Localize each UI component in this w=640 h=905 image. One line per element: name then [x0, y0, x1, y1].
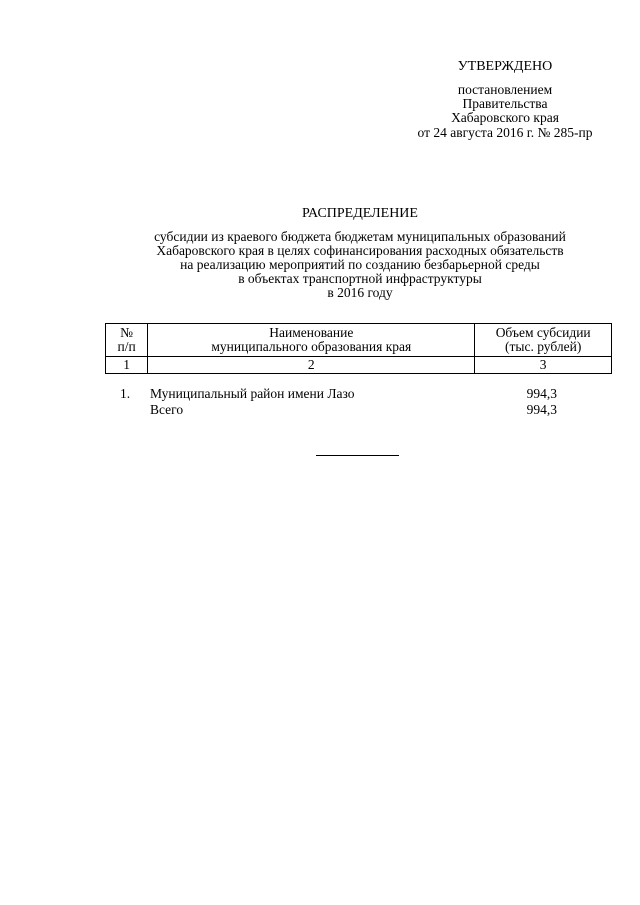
title-line-3: на реализацию мероприятий по созданию безбарьерной среды — [180, 257, 540, 272]
header-number — [106, 324, 148, 357]
table-row — [105, 387, 612, 403]
title-line-4: в объектах транспортной инфраструктуры — [238, 271, 482, 286]
header-municipality — [148, 324, 475, 357]
document-heading: РАСПРЕДЕЛЕНИЕ — [302, 206, 418, 221]
distribution-table-header — [105, 323, 612, 374]
column-numbering-row — [106, 357, 612, 374]
column-number-3: 3 — [475, 357, 612, 374]
total-label: Всего — [150, 402, 184, 417]
header-number-line-1: № — [120, 325, 134, 340]
column-number-1: 1 — [106, 357, 148, 374]
header-subsidy-line-2: (тыс. рублей) — [505, 339, 582, 354]
column-number-2: 2 — [148, 357, 475, 374]
total-amount: 994,3 — [526, 402, 557, 417]
title-line-1: субсидии из краевого бюджета бюджетам муниципальных образований — [154, 229, 566, 244]
approval-stamp: УТВЕРЖДЕНО — [457, 59, 553, 74]
approval-block — [395, 60, 615, 140]
header-subsidy-line-1: Объем субсидии — [495, 325, 591, 340]
approval-line-2: Правительства — [462, 96, 548, 111]
header-municipality-line-1: Наименование — [269, 325, 354, 340]
document-title-block — [80, 207, 640, 300]
row-number: 1. — [120, 386, 131, 401]
table-header-row — [106, 324, 612, 357]
title-line-5: в 2016 году — [327, 285, 393, 300]
end-of-document-line — [316, 455, 399, 456]
row-municipality: Муниципальный район имени Лазо — [150, 386, 355, 401]
approval-date-line: от 24 августа 2016 г. № 285-пр — [417, 125, 593, 140]
title-line-2: Хабаровского края в целях софинансирования расходных обязательств — [156, 243, 564, 258]
total-row — [105, 403, 612, 419]
approval-line-1: постановлением — [457, 82, 553, 97]
approval-line-3: Хабаровского края — [451, 110, 559, 125]
header-municipality-line-2: муниципального образования края — [211, 339, 412, 354]
row-amount: 994,3 — [526, 386, 557, 401]
header-number-line-2: п/п — [117, 339, 136, 354]
distribution-rows — [105, 387, 612, 419]
header-subsidy — [475, 324, 612, 357]
